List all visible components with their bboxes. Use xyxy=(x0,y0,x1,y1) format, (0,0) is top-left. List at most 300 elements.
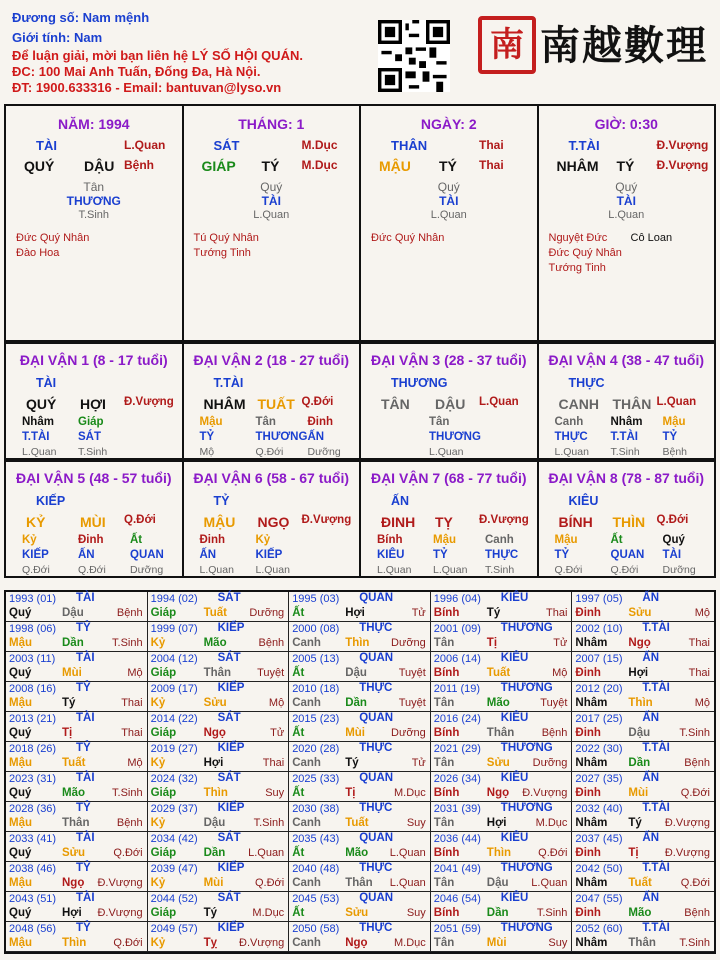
year-cell xyxy=(431,682,573,712)
year-stem: Quý xyxy=(9,907,32,919)
year-cell xyxy=(572,922,714,952)
dai-van-title: ĐẠI VẬN 5 (48 - 57 tuổi) xyxy=(15,470,172,486)
year-label: 2035 (43) xyxy=(292,833,340,845)
year-stage: Dưỡng xyxy=(249,607,285,619)
year-god: SÁT xyxy=(217,832,241,844)
year-stage: Mộ xyxy=(127,757,143,769)
stem-god: TÀI xyxy=(36,138,57,153)
year-stage: T.Sinh xyxy=(679,727,710,739)
year-cell xyxy=(6,772,148,802)
year-label: 2027 (35) xyxy=(575,773,623,785)
year-cell xyxy=(431,892,573,922)
year-label: 2007 (15) xyxy=(575,653,623,665)
year-cell xyxy=(431,832,573,862)
year-stem: Đinh xyxy=(575,667,601,679)
pillar-title: NĂM: 1994 xyxy=(57,116,130,132)
dai-van-title: ĐẠI VẬN 6 (58 - 67 tuổi) xyxy=(193,470,350,486)
year-stage: Tử xyxy=(411,607,426,619)
year-cell xyxy=(289,712,431,742)
year-stem: Canh xyxy=(292,757,321,769)
year-stem: Mậu xyxy=(9,757,32,769)
year-god: ẤN xyxy=(642,832,660,844)
year-label: 2028 (36) xyxy=(9,803,57,815)
year-branch: Mão xyxy=(203,637,227,649)
year-god: THƯƠNG xyxy=(500,742,553,754)
dv-hidden-stem: Mậu xyxy=(554,534,578,546)
year-god: QUAN xyxy=(359,772,394,784)
hidden-stage: T.Sinh xyxy=(78,209,110,221)
gender-line: Giới tính: Nam xyxy=(12,30,103,45)
dv-hidden-stem: Bính xyxy=(377,534,403,546)
year-cell xyxy=(572,892,714,922)
branch-stage: L.Quan xyxy=(124,138,166,152)
dv-hidden-stage: Dưỡng xyxy=(307,446,341,458)
dai-van-7 xyxy=(361,462,539,576)
year-cell xyxy=(431,772,573,802)
dai-van-branch: MÙI xyxy=(80,514,106,530)
dai-van-2 xyxy=(184,344,362,458)
year-label: 2008 (16) xyxy=(9,683,57,695)
year-cell xyxy=(6,802,148,832)
year-branch: Ngọ xyxy=(628,637,651,649)
pillar-title: GIỜ: 0:30 xyxy=(594,116,658,132)
pillar-0 xyxy=(6,106,184,340)
year-branch: Thìn xyxy=(345,637,370,649)
year-god: KIẾP xyxy=(217,682,245,694)
dai-van-god: THƯƠNG xyxy=(391,376,448,390)
dv-hidden-stage: T.Sinh xyxy=(610,446,640,458)
year-cell xyxy=(289,742,431,772)
year-stem: Giáp xyxy=(150,787,177,799)
year-god: QUAN xyxy=(359,832,394,844)
year-god: THỰC xyxy=(359,742,393,754)
star-label: Đức Quý Nhân xyxy=(371,232,445,244)
year-stage: Dưỡng xyxy=(391,727,426,739)
year-god: TÀI xyxy=(76,832,95,844)
year-god: TỶ xyxy=(76,622,91,634)
dv-hidden-stage: Q.Đới xyxy=(22,564,50,576)
dv-hidden-stem: Kỷ xyxy=(22,534,37,546)
year-stage: Đ.Vượng xyxy=(97,877,143,889)
year-label: 1994 (02) xyxy=(150,593,198,605)
year-stem: Quý xyxy=(9,727,32,739)
year-cell xyxy=(289,622,431,652)
year-label: 1999 (07) xyxy=(150,623,198,635)
year-branch: Sửu xyxy=(345,907,369,919)
year-branch: Tuất xyxy=(628,877,652,889)
year-label: 2017 (25) xyxy=(575,713,623,725)
year-cell xyxy=(289,862,431,892)
year-stem: Ất xyxy=(292,907,305,919)
annual-luck-grid xyxy=(4,590,716,954)
year-label: 2025 (33) xyxy=(292,773,340,785)
year-stage: Đ.Vượng xyxy=(664,847,710,859)
dv-hidden-stem: Mậu xyxy=(433,534,456,546)
year-stem: Giáp xyxy=(150,607,177,619)
year-god: QUAN xyxy=(359,892,394,904)
stem-stage: M.Dục xyxy=(301,158,338,172)
year-branch: Tý xyxy=(62,697,76,709)
year-cell xyxy=(572,862,714,892)
year-god: THỰC xyxy=(359,622,393,634)
year-god: TÀI xyxy=(76,592,95,604)
year-stage: Suy xyxy=(406,817,426,829)
dai-van-title: ĐẠI VẬN 4 (38 - 47 tuổi) xyxy=(548,352,705,368)
year-label: 2011 (19) xyxy=(433,683,481,695)
year-god: T.TÀI xyxy=(642,682,670,694)
year-branch: Tý xyxy=(486,607,501,619)
dv-hidden-god: THƯƠNG xyxy=(429,431,481,443)
year-label: 2047 (55) xyxy=(575,893,623,905)
year-label: 2004 (12) xyxy=(150,653,198,665)
year-cell xyxy=(289,832,431,862)
year-god: T.TÀI xyxy=(642,802,670,814)
year-stage: Thai xyxy=(121,697,143,709)
year-god: THỰC xyxy=(359,802,393,814)
year-stage: Mộ xyxy=(694,697,710,709)
year-god: SÁT xyxy=(217,712,241,724)
dv-hidden-god: TÀI xyxy=(662,549,682,561)
year-god: T.TÀI xyxy=(642,862,670,874)
year-god: ẤN xyxy=(642,592,660,604)
dai-van-stem: ĐINH xyxy=(381,514,416,530)
year-stem: Bính xyxy=(433,847,460,859)
dv-hidden-stage: Q.Đới xyxy=(610,564,639,576)
dv-hidden-stem: Mậu xyxy=(662,416,686,428)
year-stem: Quý xyxy=(9,667,32,679)
year-cell xyxy=(148,652,290,682)
stem-god: SÁT xyxy=(213,138,240,153)
heavenly-stem: MẬU xyxy=(379,158,411,174)
pillar-1 xyxy=(184,106,362,340)
year-label: 2049 (57) xyxy=(150,923,198,935)
year-branch: Sửu xyxy=(203,697,227,709)
hidden-stem: Quý xyxy=(260,180,283,194)
year-stem: Quý xyxy=(9,787,32,799)
year-stage: Bệnh xyxy=(684,907,710,919)
year-god: THỰC xyxy=(359,682,393,694)
year-stem: Kỷ xyxy=(150,757,166,769)
year-label: 1995 (03) xyxy=(292,593,340,605)
header xyxy=(0,0,720,100)
branch-stage: Thai xyxy=(479,138,504,152)
year-god: THƯƠNG xyxy=(500,862,553,874)
year-god: ẤN xyxy=(642,712,660,724)
dai-van-title: ĐẠI VẬN 1 (8 - 17 tuổi) xyxy=(19,352,168,368)
year-stage: Mộ xyxy=(694,607,710,619)
year-god: KIÊU xyxy=(500,772,529,784)
year-cell xyxy=(148,922,290,952)
year-branch: Tuất xyxy=(203,607,228,619)
branch-stage: M.Dục xyxy=(301,138,338,152)
earthly-branch: TÝ xyxy=(261,158,280,174)
hidden-stem: Tân xyxy=(83,180,105,194)
dai-van-stage: L.Quan xyxy=(656,396,697,408)
year-label: 2042 (50) xyxy=(575,863,623,875)
year-branch: Tý xyxy=(345,757,359,769)
hidden-god: THƯƠNG xyxy=(66,194,121,208)
year-label: 2015 (23) xyxy=(292,713,340,725)
year-stem: Ất xyxy=(292,787,305,799)
dai-van-stem: KỶ xyxy=(26,514,46,530)
year-branch: Hợi xyxy=(203,757,224,769)
year-cell xyxy=(148,772,290,802)
year-stage: Q.Đới xyxy=(254,877,285,889)
year-branch: Thìn xyxy=(628,697,653,709)
year-stage: L.Quan xyxy=(389,877,426,889)
year-stem: Tân xyxy=(433,637,455,649)
dv-hidden-god: QUAN xyxy=(610,549,645,561)
year-label: 2043 (51) xyxy=(9,893,57,905)
hidden-god: TÀI xyxy=(261,194,281,208)
year-stage: Dưỡng xyxy=(391,637,426,649)
branch-stage: Đ.Vượng xyxy=(656,138,709,152)
year-label: 2022 (30) xyxy=(575,743,623,755)
year-stage: Q.Đới xyxy=(680,877,710,889)
year-branch: Dậu xyxy=(486,877,509,889)
year-label: 2038 (46) xyxy=(9,863,57,875)
year-stage: Tuyệt xyxy=(540,697,568,709)
dv-hidden-stage: L.Quan xyxy=(22,446,57,458)
year-stem: Tân xyxy=(433,697,455,709)
year-branch: Mão xyxy=(486,697,510,709)
year-label: 2000 (08) xyxy=(292,623,340,635)
year-god: TỶ xyxy=(76,682,91,694)
year-god: TÀI xyxy=(76,652,95,664)
year-stem: Canh xyxy=(292,697,321,709)
dv-hidden-stem: Tân xyxy=(429,416,450,428)
year-stem: Giáp xyxy=(150,847,177,859)
star-label: Tướng Tinh xyxy=(193,247,251,259)
year-stage: M.Dục xyxy=(394,937,426,949)
year-god: TỶ xyxy=(76,862,91,874)
dai-van-stage: Q.Đới xyxy=(301,396,334,408)
year-branch: Tỵ xyxy=(203,937,218,949)
year-branch: Sửu xyxy=(62,847,86,859)
year-god: T.TÀI xyxy=(642,922,670,934)
year-branch: Tý xyxy=(203,907,218,919)
dai-van-6 xyxy=(184,462,362,576)
year-stage: T.Sinh xyxy=(112,637,143,649)
year-stem: Tân xyxy=(433,937,455,949)
year-label: 1996 (04) xyxy=(433,593,481,605)
dv-hidden-god: ẤN xyxy=(199,549,217,561)
year-label: 2014 (22) xyxy=(150,713,198,725)
year-cell xyxy=(6,592,148,622)
dv-hidden-stage: L.Quan xyxy=(199,564,234,576)
stem-god: THÂN xyxy=(391,138,428,153)
year-label: 2044 (52) xyxy=(150,893,198,905)
dv-hidden-stem: Canh xyxy=(554,416,584,428)
dv-hidden-stem: Ất xyxy=(130,534,143,546)
year-branch: Mùi xyxy=(203,877,224,889)
dv-hidden-god: ẤN xyxy=(307,431,325,443)
year-stage: Q.Đới xyxy=(113,847,143,859)
star-label: Đào Hoa xyxy=(16,247,60,259)
year-label: 2037 (45) xyxy=(575,833,623,845)
year-stem: Nhâm xyxy=(575,697,608,709)
dai-van-stage: Đ.Vượng xyxy=(301,514,352,526)
year-stage: Thai xyxy=(545,607,568,619)
dai-van-4 xyxy=(539,344,715,458)
dai-van-branch: TỴ xyxy=(435,514,453,530)
year-label: 2006 (14) xyxy=(433,653,481,665)
year-stage: Suy xyxy=(265,787,285,799)
year-stem: Bính xyxy=(433,787,460,799)
year-label: 2039 (47) xyxy=(150,863,198,875)
year-stem: Ất xyxy=(292,667,305,679)
year-cell xyxy=(289,652,431,682)
year-cell xyxy=(572,772,714,802)
year-label: 2051 (59) xyxy=(433,923,481,935)
year-cell xyxy=(148,622,290,652)
year-branch: Thìn xyxy=(203,787,228,799)
year-label: 2003 (11) xyxy=(9,653,56,665)
year-stage: Thai xyxy=(688,637,710,649)
year-god: THƯƠNG xyxy=(500,682,553,694)
year-branch: Ngọ xyxy=(345,937,368,949)
dv-hidden-stage: Dưỡng xyxy=(662,564,696,576)
year-god: SÁT xyxy=(217,892,241,904)
dai-van-row-1 xyxy=(4,342,716,460)
year-god: TỶ xyxy=(76,922,91,934)
dai-van-stem: MẬU xyxy=(203,514,236,530)
year-cell xyxy=(289,592,431,622)
year-stem: Quý xyxy=(9,847,32,859)
year-label: 2033 (41) xyxy=(9,833,57,845)
year-label: 2031 (39) xyxy=(433,803,481,815)
year-god: ẤN xyxy=(642,652,660,664)
year-stem: Kỷ xyxy=(150,877,166,889)
year-label: 2040 (48) xyxy=(292,863,340,875)
stem-god: T.TÀI xyxy=(568,138,600,153)
dv-hidden-god: TỶ xyxy=(554,549,570,561)
pillar-title: THÁNG: 1 xyxy=(238,116,305,132)
year-stem: Mậu xyxy=(9,697,32,709)
hidden-stem: Quý xyxy=(615,180,638,194)
year-stem: Kỷ xyxy=(150,697,166,709)
year-cell xyxy=(148,682,290,712)
year-stem: Bính xyxy=(433,607,460,619)
dai-van-stem: TÂN xyxy=(381,396,410,412)
year-god: TÀI xyxy=(76,712,95,724)
year-label: 2052 (60) xyxy=(575,923,623,935)
dv-hidden-god: THỰC xyxy=(554,431,588,443)
year-stem: Bính xyxy=(433,727,460,739)
year-branch: Mùi xyxy=(628,787,649,799)
year-stem: Nhâm xyxy=(575,637,608,649)
year-stage: Mộ xyxy=(552,667,568,679)
year-branch: Hợi xyxy=(62,907,82,919)
year-cell xyxy=(289,892,431,922)
year-stage: T.Sinh xyxy=(253,817,285,829)
year-label: 2023 (31) xyxy=(9,773,57,785)
year-stage: T.Sinh xyxy=(679,937,710,949)
year-branch: Thân xyxy=(486,727,515,739)
year-god: ẤN xyxy=(642,772,660,784)
year-god: KIẾP xyxy=(217,622,245,634)
star-label: Nguyệt Đức xyxy=(548,232,608,244)
year-branch: Thìn xyxy=(486,847,512,859)
dv-hidden-stage: L.Quan xyxy=(429,446,464,458)
dv-hidden-stem: Nhâm xyxy=(610,416,643,428)
dv-hidden-stem: Quý xyxy=(662,534,685,546)
year-cell xyxy=(289,922,431,952)
year-label: 2002 (10) xyxy=(575,623,623,635)
year-cell xyxy=(148,742,290,772)
year-cell xyxy=(431,652,573,682)
year-label: 2026 (34) xyxy=(433,773,481,785)
year-cell xyxy=(289,682,431,712)
dai-van-branch: HỢI xyxy=(80,396,106,412)
year-cell xyxy=(6,682,148,712)
hidden-stage: L.Quan xyxy=(253,209,290,221)
year-cell xyxy=(572,802,714,832)
year-stage: Thai xyxy=(688,667,710,679)
year-stage: Đ.Vượng xyxy=(522,787,568,799)
dv-hidden-stem: Đinh xyxy=(307,416,334,428)
year-cell xyxy=(572,742,714,772)
dv-hidden-stem: Đinh xyxy=(199,534,226,546)
dai-van-title: ĐẠI VẬN 7 (68 - 77 tuổi) xyxy=(370,470,527,486)
dai-van-3 xyxy=(361,344,539,458)
year-branch: Dậu xyxy=(628,727,651,739)
logo-text: 南越數理 xyxy=(540,22,708,69)
year-label: 1993 (01) xyxy=(9,593,57,605)
year-stage: Đ.Vượng xyxy=(97,907,143,919)
year-stem: Giáp xyxy=(150,667,177,679)
year-label: 2010 (18) xyxy=(292,683,340,695)
year-stem: Canh xyxy=(292,877,321,889)
dv-hidden-god: KIẾP xyxy=(22,549,49,561)
year-label: 2046 (54) xyxy=(433,893,481,905)
year-god: THỰC xyxy=(359,922,393,934)
dai-van-god: KIÊU xyxy=(568,494,599,508)
year-stem: Mậu xyxy=(9,817,32,829)
year-god: SÁT xyxy=(217,772,241,784)
year-god: KIÊU xyxy=(500,892,529,904)
dai-van-god: KIẾP xyxy=(36,494,66,508)
year-cell xyxy=(431,742,573,772)
star-label: Đức Quý Nhân xyxy=(548,247,622,259)
year-god: KIÊU xyxy=(500,652,529,664)
year-branch: Tuất xyxy=(62,757,86,769)
year-cell xyxy=(148,802,290,832)
year-branch: Ngọ xyxy=(62,877,85,889)
dv-hidden-stage: L.Quan xyxy=(554,446,589,458)
year-god: KIẾP xyxy=(217,742,245,754)
year-god: KIÊU xyxy=(500,832,529,844)
contact-line-3: ĐT: 1900.633316 - Email: bantuvan@lyso.vn xyxy=(12,80,282,95)
year-stem: Nhâm xyxy=(575,757,608,769)
year-cell xyxy=(6,742,148,772)
year-label: 2045 (53) xyxy=(292,893,340,905)
year-stem: Đinh xyxy=(575,727,601,739)
year-branch: Thìn xyxy=(62,937,87,949)
year-stage: Tử xyxy=(411,757,426,769)
year-stem: Tân xyxy=(433,817,455,829)
dai-van-stage: Q.Đới xyxy=(124,514,156,526)
year-cell xyxy=(572,712,714,742)
year-label: 2016 (24) xyxy=(433,713,481,725)
dv-hidden-stem: Mậu xyxy=(199,416,223,428)
dai-van-stage: Q.Đới xyxy=(656,514,689,526)
year-stage: Suy xyxy=(548,937,568,949)
year-label: 2024 (32) xyxy=(150,773,198,785)
year-branch: Thân xyxy=(62,817,90,829)
dv-hidden-stage: L.Quan xyxy=(433,564,468,576)
dai-van-stage: L.Quan xyxy=(479,396,519,408)
